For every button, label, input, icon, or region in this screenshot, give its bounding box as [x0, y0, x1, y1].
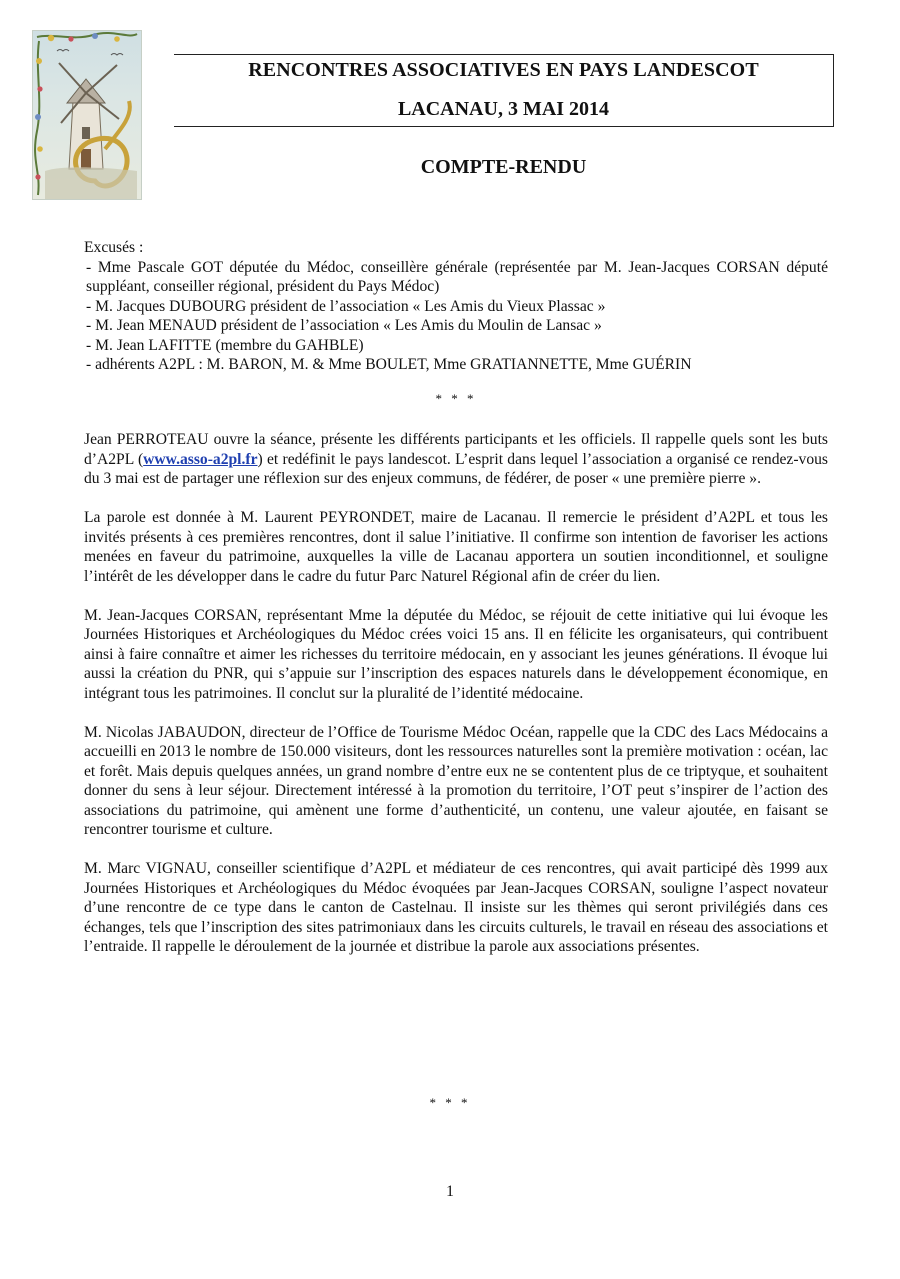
- list-item: - adhérents A2PL : M. BARON, M. & Mme BOULET, Mme GRATIANNETTE, Mme GUÉRIN: [86, 356, 692, 373]
- page-number: 1: [446, 1183, 454, 1200]
- paragraph-mayor: La parole est donnée à M. Laurent PEYRONDET, maire de Lacanau. Il remercie le président d’A2PL et tous les invités présents à ces premières rencontres, dont il salue l’initiative. Il confirme son intention de favoriser les actions menées en faveur du patrimoine, auxquelles la ville de Lacanau apportera un soutien inconditionnel, et souligne l’intérêt de les développer dans le cadre du futur Parc Naturel Régional afin de créer du lien.: [84, 509, 828, 585]
- paragraph-corsan: M. Jean-Jacques CORSAN, représentant Mme la députée du Médoc, se réjouit de cette initiative qui lui évoque les Journées Historiques et Archéologiques du Médoc crées voici 15 ans. Il en félicite les organisateurs, qui contribuent ainsi à faire connaître et aimer les richesses du territoire médocain, en y associant les jeunes générations. Il évoque lui aussi la création du PNR, qui s’appuie sur l’inscription des espaces naturels dans le développement économique, en intégrant tous les patrimoines. Il conclut sur la pluralité de l’identité médocaine.: [84, 606, 828, 702]
- excuses-heading: Excusés :: [84, 239, 144, 256]
- list-item: - M. Jean MENAUD président de l’association « Les Amis du Moulin de Lansac »: [86, 317, 602, 334]
- document-title: COMPTE-RENDU: [420, 156, 587, 178]
- paragraph-opening: [84, 430, 828, 489]
- event-location-date: LACANAU, 3 MAI 2014: [397, 98, 610, 120]
- list-item: - Mme Pascale GOT députée du Médoc, conseillère générale (représentée par M. Jean-Jacques CORSAN député suppléant, conseiller régional, président du Pays Médoc): [86, 258, 828, 295]
- event-title: RENCONTRES ASSOCIATIVES EN PAYS LANDESCOT: [248, 59, 759, 81]
- excuses-list: [84, 258, 828, 375]
- website-link[interactable]: www.asso-a2pl.fr: [143, 450, 258, 468]
- paragraph-jabaudon: M. Nicolas JABAUDON, directeur de l’Office de Tourisme Médoc Océan, rappelle que la CDC des Lacs Médocains a accueilli en 2013 le nombre de 150.000 visiteurs, dont les ressources naturelles sont la première motivation : océan, lac et forêt. Mais depuis quelques années, un grand nombre d’entre eux ne se contentent plus de ce triptyque, et souhaitent donner du sens à leur séjour. Directement intéressé à la promotion du territoire, l’OT peut s’inspirer de l’action des associations du patrimoine, qui amènent une forme d’authenticité, un contenu, une valeur ajoutée, en faisant se rencontrer tourisme et culture.: [84, 723, 828, 838]
- paragraph-text: Jean PERROTEAU ouvre la séance, présente les différents participants et les officiels. Il rappelle quels sont les buts d’A2PL (: [84, 431, 828, 468]
- report-body: [84, 238, 828, 976]
- list-item: - M. Jean LAFITTE (membre du GAHBLE): [86, 336, 364, 354]
- section-separator-bottom: * * *: [429, 1095, 471, 1110]
- list-item: - M. Jacques DUBOURG président de l’association « Les Amis du Vieux Plassac »: [86, 297, 606, 315]
- paragraph-text: ) et redéfinit le pays landescot. L’esprit dans lequel l’association a organisé ce rendez-vous du 3 mai est de partager une réflexion sur des enjeux communs, de fédérer, de poser « une première pierre ».: [84, 450, 829, 487]
- section-separator: * * *: [435, 390, 477, 406]
- mill-illustration: [33, 31, 141, 199]
- paragraph-vignau: M. Marc VIGNAU, conseiller scientifique d’A2PL et médiateur de ces rencontres, qui avait participé dès 1999 aux Journées Historiques et Archéologiques du Médoc évoquées par Jean-Jacques CORSAN, souligne l’aspect novateur d’une rencontre de ce type dans le canton de Castelnau. Il insiste sur les thèmes qui seront privilégiés dans ces échanges, tels que l’inscription des sites patrimoniaux dans les circuits culturels, le travail en réseau des associations et l’entraide. Il rappelle le déroulement de la journée et distribue la parole aux associations présentes.: [84, 860, 828, 955]
- decorative-mill-logo-icon: [32, 30, 142, 200]
